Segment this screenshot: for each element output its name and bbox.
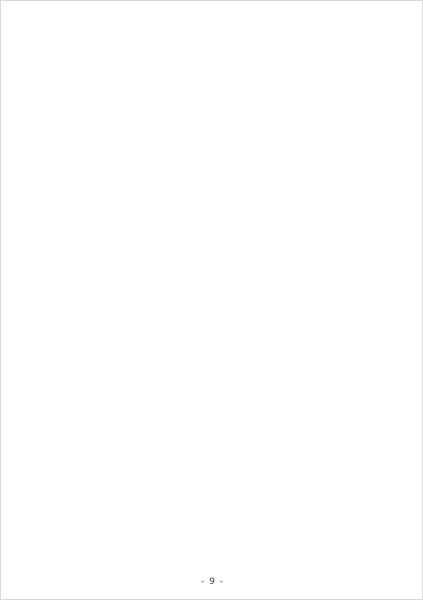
text-block-bottom [41, 307, 386, 565]
text-block-top [41, 29, 386, 287]
body-text-bottom [41, 307, 386, 565]
page-number: - 9 - [201, 577, 224, 587]
body-text-top [41, 29, 386, 287]
